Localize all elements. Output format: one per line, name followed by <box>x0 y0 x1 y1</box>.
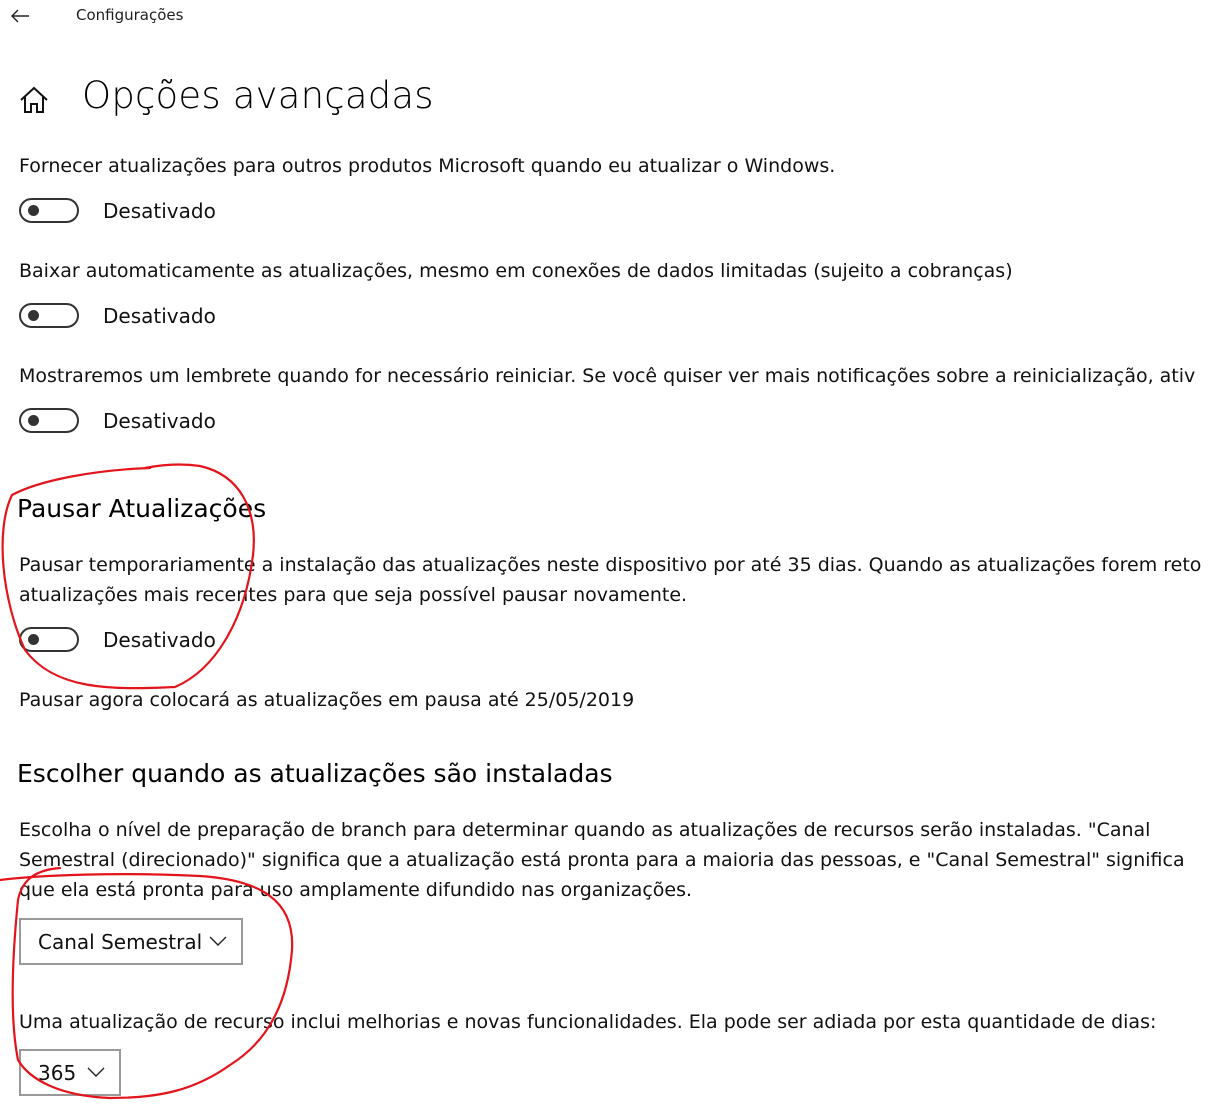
restart-reminder-state: Desativado <box>103 409 216 433</box>
pause-note: Pausar agora colocará as atualizações em pausa até 25/05/2019 <box>19 689 635 711</box>
branch-readiness-dropdown[interactable] <box>19 918 243 965</box>
back-button[interactable] <box>0 0 40 32</box>
pause-updates-state: Desativado <box>103 628 216 652</box>
install-description-line3: que ela está pronta para uso amplamente difundido nas organizações. <box>19 879 693 901</box>
install-description-line2: Semestral (direcionado)" significa que a atualização está pronta para a maioria das pessoas, e "Canal Semestral" significa <box>19 849 1185 871</box>
metered-description: Baixar automaticamente as atualizações, mesmo em conexões de dados limitadas (sujeito a cobranças) <box>19 260 1013 282</box>
pause-updates-toggle[interactable] <box>19 627 79 652</box>
defer-days-dropdown[interactable] <box>19 1049 121 1096</box>
restart-reminder-description: Mostraremos um lembrete quando for necessário reiniciar. Se você quiser ver mais notificações sobre a reinicialização, ativ <box>19 365 1196 387</box>
pause-description-line2: atualizações mais recentes para que seja possível pausar novamente. <box>19 584 688 606</box>
metered-toggle[interactable] <box>19 303 79 328</box>
page-title: Opções avançadas <box>82 74 434 117</box>
defer-description: Uma atualização de recurso inclui melhorias e novas funcionalidades. Ela pode ser adiada por esta quantidade de dias: <box>19 1011 1157 1033</box>
home-icon[interactable] <box>18 84 50 116</box>
branch-readiness-value: Canal Semestral <box>38 929 203 954</box>
install-section-heading: Escolher quando as atualizações são instaladas <box>17 759 613 788</box>
pause-description-line1: Pausar temporariamente a instalação das atualizações neste dispositivo por até 35 dias. Quando as atualizações forem reto <box>19 554 1202 576</box>
other-products-state: Desativado <box>103 199 216 223</box>
app-title: Configurações <box>76 6 184 24</box>
other-products-description: Fornecer atualizações para outros produtos Microsoft quando eu atualizar o Windows. <box>19 155 836 177</box>
chevron-down-icon <box>87 1067 105 1078</box>
install-description-line1: Escolha o nível de preparação de branch para determinar quando as atualizações de recursos serão instaladas. "Canal <box>19 819 1151 841</box>
restart-reminder-toggle[interactable] <box>19 408 79 433</box>
metered-state: Desativado <box>103 304 216 328</box>
toggle-knob <box>28 310 39 321</box>
toggle-knob <box>28 634 39 645</box>
back-arrow-icon <box>10 8 30 24</box>
other-products-toggle[interactable] <box>19 198 79 223</box>
pause-section-heading: Pausar Atualizações <box>17 494 267 523</box>
defer-days-value: 365 <box>38 1060 77 1085</box>
toggle-knob <box>28 205 39 216</box>
toggle-knob <box>28 415 39 426</box>
chevron-down-icon <box>209 936 227 947</box>
